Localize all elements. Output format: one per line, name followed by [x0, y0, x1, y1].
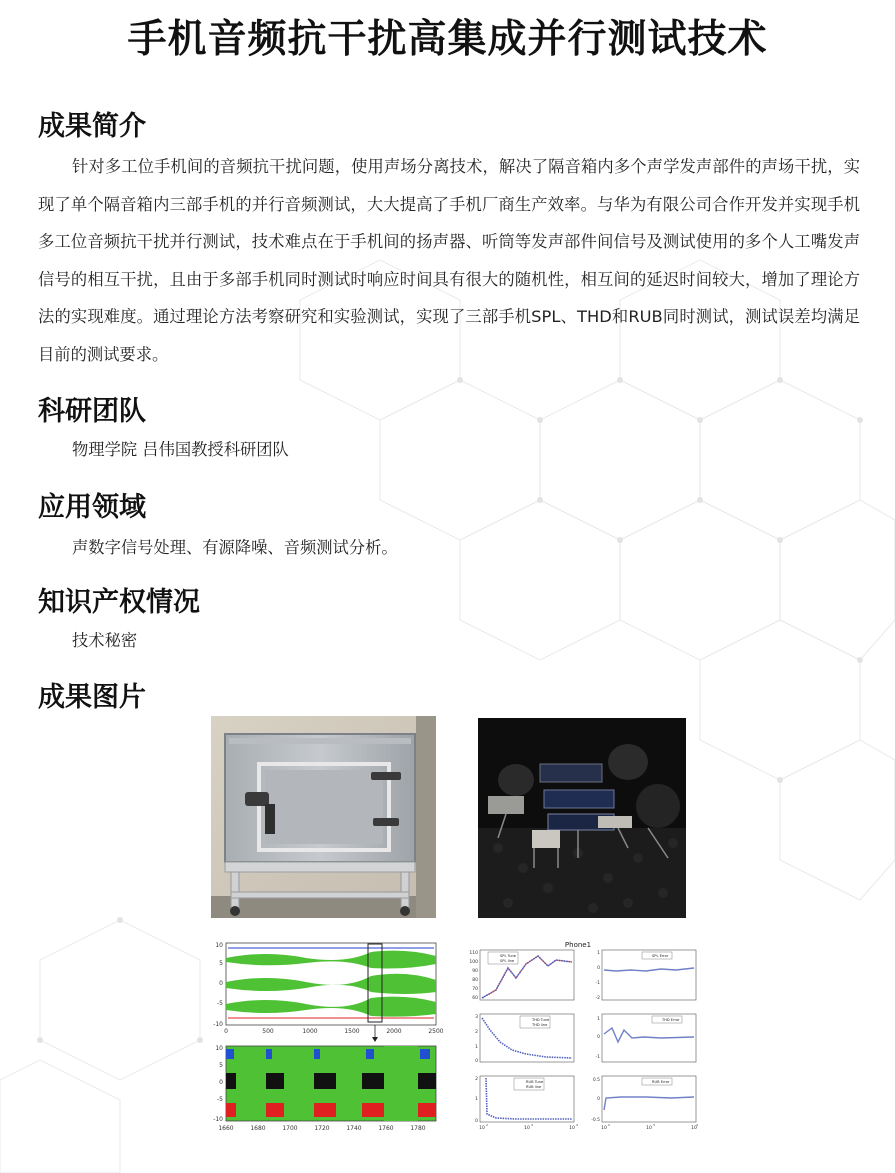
wave-zoom-xtick: 1700: [282, 1125, 298, 1132]
wave-zoom-xtick: 1660: [218, 1125, 234, 1132]
wave-top-ytick: 0: [219, 980, 223, 987]
rub-legend-1: RUB Tune: [526, 1080, 544, 1084]
rub-error-legend: RUB Error: [652, 1080, 670, 1084]
wave-zoom-ytick: 10: [215, 1045, 223, 1052]
wave-zoom-ytick: 5: [219, 1062, 223, 1069]
thd-error-ytick: -1: [595, 1055, 600, 1060]
thd-ytick: 1: [475, 1045, 478, 1050]
spl-error-ytick: 1: [597, 951, 600, 956]
rub-error-xtick-exp: 3: [653, 1123, 655, 1127]
rub-xtick-exp: 2: [486, 1123, 488, 1127]
spl-ytick: 90: [472, 969, 478, 974]
thd-error-plot: [596, 1014, 697, 1062]
thd-plot: [475, 1014, 574, 1064]
wave-top-ytick: -10: [213, 1021, 223, 1028]
page-title: 手机音频抗干扰高集成并行测试技术: [127, 17, 768, 62]
images-heading: 成果图片: [38, 682, 146, 713]
rub-error-ytick: -0.5: [591, 1118, 600, 1123]
phone1-measurement-figure: [456, 938, 701, 1133]
thd-legend-2: THD line: [532, 1023, 548, 1027]
spl-plot: [469, 950, 574, 1001]
rub-error-ytick: 0.5: [592, 1078, 600, 1083]
spl-ytick: 110: [469, 951, 478, 956]
waveform-overview-chart: [206, 938, 443, 1043]
application-heading: 应用领域: [38, 492, 146, 523]
spl-ytick: 100: [469, 960, 478, 965]
spl-error-ytick: -1: [595, 981, 600, 986]
rub-error-xtick: 10: [601, 1126, 607, 1131]
rub-ytick: 1: [475, 1097, 478, 1102]
rub-xtick: 10: [569, 1126, 575, 1131]
wave-zoom-ytick: -5: [217, 1096, 223, 1103]
spl-error-ytick: -2: [595, 996, 600, 1001]
spl-legend-1: SPL Tune: [500, 954, 517, 958]
spl-ytick: 80: [472, 978, 478, 983]
rub-xtick: 10: [524, 1126, 530, 1131]
wave-top-xtick: 0: [224, 1028, 228, 1035]
wave-top-xtick: 1500: [344, 1028, 360, 1035]
spl-legend-2: SPL line: [500, 959, 515, 963]
application-text: 声数字信号处理、有源降噪、音频测试分析。: [72, 538, 398, 557]
summary-paragraph: 针对多工位手机间的音频抗干扰问题，使用声场分离技术，解决了隔音箱内多个声学发声部件的声场干扰，实现了单个隔音箱内三部手机的并行音频测试，大大提高了手机厂商生产效率。与华为有限公司合作开发并实现手机多工位音频抗干扰并行测试，技术难点在于手机间的扬声器、听筒等发声部件间信号及测试使用的多个人工嘴发声信号的相互干扰，且由于多部手机同时测试时响应时间具有很大的随机性，相互间的延迟时间较大，增加了理论方法的实现难度。通过理论方法考察研究和实验测试，实现了三部手机SPL、THD和RUB同时测试，测试误差均满足目前的测试要求。: [38, 157, 860, 364]
thd-error-legend: THD Error: [662, 1018, 680, 1022]
wave-top-ytick: 5: [219, 960, 223, 967]
rub-error-xtick-exp: 4: [696, 1123, 698, 1127]
rub-xtick: 10: [479, 1126, 485, 1131]
wave-top-ytick: -5: [217, 1000, 223, 1007]
spl-error-plot: [596, 950, 697, 1001]
thd-ytick: 2: [475, 1030, 478, 1035]
rub-xtick-exp: 3: [531, 1123, 533, 1127]
rub-ytick: 2: [475, 1077, 478, 1082]
rub-ytick: 0: [475, 1119, 478, 1124]
rub-error-xtick-exp: 2: [608, 1123, 610, 1127]
wave-zoom-xtick: 1680: [250, 1125, 266, 1132]
spl-error-legend: SPL Error: [652, 954, 669, 958]
thd-ytick: 3: [475, 1015, 478, 1020]
thd-ytick: 0: [475, 1059, 478, 1064]
rub-legend-2: RUB line: [526, 1085, 542, 1089]
wave-zoom-xtick: 1740: [346, 1125, 362, 1132]
ip-text: 技术秘密: [72, 631, 138, 650]
waveform-zoom-chart: [206, 1043, 443, 1133]
thd-legend-1: THD Tune: [532, 1018, 550, 1022]
rub-error-xtick: 10: [691, 1126, 697, 1131]
spl-ytick: 70: [472, 987, 478, 992]
phone1-title: Phone1: [564, 941, 592, 949]
thd-error-ytick: 0: [597, 1035, 600, 1040]
wave-zoom-xtick: 1720: [314, 1125, 330, 1132]
wave-top-xtick: 2000: [386, 1028, 402, 1035]
team-heading: 科研团队: [38, 396, 146, 427]
wave-top-xtick: 1000: [302, 1028, 318, 1035]
wave-zoom-xtick: 1780: [410, 1125, 426, 1132]
soundproof-box-photo: [211, 716, 436, 918]
wave-top-ytick: 10: [215, 942, 223, 949]
thd-error-ytick: 1: [597, 1017, 600, 1022]
spl-ytick: 60: [472, 996, 478, 1001]
test-rig-photo: [478, 718, 686, 918]
rub-xtick-exp: 4: [576, 1123, 578, 1127]
spl-error-ytick: 0: [597, 966, 600, 971]
wave-zoom-xtick: 1760: [378, 1125, 394, 1132]
rub-error-plot: [591, 1076, 698, 1131]
wave-top-xtick: 500: [262, 1028, 274, 1035]
wave-top-xtick: 2500: [428, 1028, 443, 1035]
ip-heading: 知识产权情况: [38, 587, 200, 618]
wave-zoom-ytick: 0: [219, 1079, 223, 1086]
summary-heading: 成果简介: [38, 111, 146, 142]
rub-error-ytick: 0: [597, 1097, 600, 1102]
rub-plot: [475, 1076, 578, 1131]
team-text: 物理学院 吕伟国教授科研团队: [72, 440, 289, 459]
rub-error-xtick: 10: [646, 1126, 652, 1131]
wave-zoom-ytick: -10: [213, 1116, 223, 1123]
